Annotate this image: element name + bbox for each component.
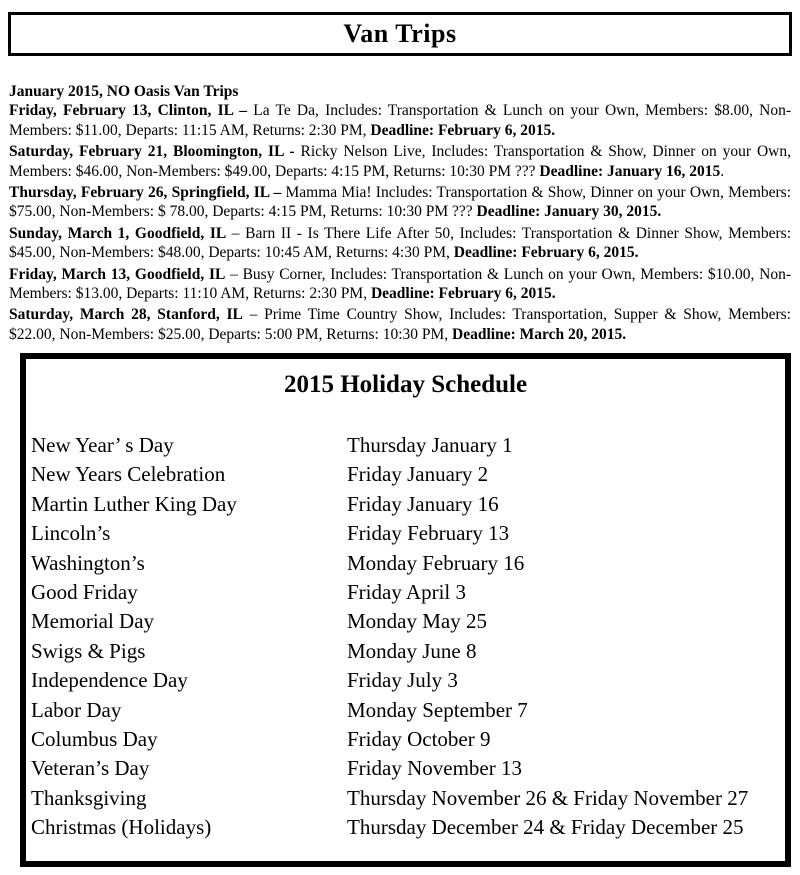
holiday-name: New Years Celebration — [31, 462, 226, 487]
trip-text: Mamma Mia! Includes: Transportation & Show, Dinner on your Own, Members: $75.00, Non-Members: $ 78.00, Departs: 4:15 PM, Returns: 10:30 PM ??? — [9, 184, 792, 221]
trip-text-bold: Deadline: February 6, 2015. — [453, 244, 639, 262]
holiday-name: Independence Day — [31, 668, 188, 693]
holiday-name: Washington’s — [31, 550, 145, 575]
holiday-date: Friday November 13 — [347, 756, 522, 781]
holiday-date: Friday July 3 — [347, 668, 458, 693]
trip-text-bold: Friday, March 13, Goodfield, IL — [9, 265, 226, 283]
holiday-name: Thanksgiving — [31, 785, 147, 810]
holiday-name: Lincoln’s — [31, 521, 111, 546]
holiday-row — [31, 637, 785, 666]
trip-text-bold: Deadline: February 6, 2015. — [370, 285, 556, 303]
holiday-row — [31, 784, 785, 813]
holiday-schedule-box — [20, 353, 791, 867]
intro-line: January 2015, NO Oasis Van Trips — [9, 83, 239, 100]
holiday-row — [31, 519, 785, 548]
trip-entry — [9, 305, 791, 344]
holiday-name: Good Friday — [31, 580, 138, 605]
holiday-rows — [26, 431, 785, 843]
holiday-name: Columbus Day — [31, 727, 158, 752]
document-title-box — [8, 12, 792, 56]
holiday-row — [31, 431, 785, 460]
trip-text-bold: Friday, February 13, Clinton, IL – — [9, 102, 248, 120]
trip-text-bold: Deadline: January 16, 2015 — [539, 162, 721, 180]
holiday-date: Thursday November 26 & Friday November 27 — [347, 785, 749, 810]
holiday-row — [31, 813, 785, 842]
holiday-row — [31, 725, 785, 754]
page-title: Van Trips — [343, 19, 457, 48]
trip-text-bold: Deadline: January 30, 2015. — [476, 203, 662, 221]
trip-text-bold: Deadline: February 6, 2015. — [370, 121, 556, 139]
holiday-date: Friday April 3 — [347, 580, 466, 605]
holiday-name: Christmas (Holidays) — [31, 815, 212, 840]
holiday-date: Friday January 2 — [347, 462, 489, 487]
holiday-name: Memorial Day — [31, 609, 155, 634]
trip-text-bold: Deadline: March 20, 2015. — [452, 325, 627, 343]
trip-text-bold: Sunday, March 1, Goodfield, IL — [9, 224, 227, 242]
holiday-date: Thursday December 24 & Friday December 25 — [347, 815, 744, 840]
trip-entry — [9, 142, 791, 181]
trip-text: Ricky Nelson Live, Includes: Transportation & Show, Dinner on your Own, Members: $46.00, Non-Members: $49.00, Departs: 4:15 PM, Returns: 10:30 PM ??? — [9, 143, 791, 180]
trip-list — [9, 101, 791, 344]
holiday-row — [31, 754, 785, 783]
holiday-date: Monday June 8 — [347, 638, 477, 663]
trip-text-bold: Thursday, February 26, Springfield, IL – — [9, 184, 282, 202]
trip-text: La Te Da, Includes: Transportation & Lunch on your Own, Members: $8.00, Non-Members: $11.00, Departs: 11:15 AM, Returns: 2:30 PM, — [9, 102, 791, 139]
holiday-row — [31, 696, 785, 725]
holiday-name: Veteran’s Day — [31, 756, 150, 781]
holiday-name: Swigs & Pigs — [31, 638, 146, 663]
holiday-date: Friday October 9 — [347, 727, 491, 752]
trip-entry — [9, 265, 791, 304]
holiday-row — [31, 549, 785, 578]
holiday-date: Monday May 25 — [347, 609, 487, 634]
holiday-name: New Year’ s Day — [31, 433, 174, 457]
holiday-row — [31, 490, 785, 519]
van-trips-section — [9, 82, 791, 346]
holiday-row — [31, 666, 785, 695]
trip-text: . — [720, 162, 725, 180]
holiday-name: Martin Luther King Day — [31, 491, 237, 516]
holiday-row — [31, 607, 785, 636]
holiday-date: Thursday January 1 — [347, 433, 513, 457]
trip-text: – Barn II - Is There Life After 50, Includes: Transportation & Dinner Show, Members: $45.00, Non-Members: $48.00, Departs: 10:45 AM, Returns: 4:30 PM, — [9, 224, 791, 262]
trip-entry — [9, 101, 791, 140]
trip-text-bold: Saturday, February 21, Bloomington, IL - — [9, 143, 295, 161]
holiday-row — [31, 460, 785, 489]
trip-text-bold: Saturday, March 28, Stanford, IL — [9, 306, 243, 324]
holiday-row — [31, 578, 785, 607]
holiday-schedule-title: 2015 Holiday Schedule — [283, 371, 528, 398]
holiday-name: Labor Day — [31, 697, 122, 722]
holiday-date: Friday February 13 — [347, 521, 510, 546]
holiday-date: Monday September 7 — [347, 697, 528, 722]
trip-entry — [9, 183, 791, 222]
holiday-date: Monday February 16 — [347, 550, 525, 575]
trip-text: – Prime Time Country Show, Includes: Transportation, Supper & Show, Members: $22.00, Non-Members: $25.00, Departs: 5:00 PM, Returns: 10:30 PM, — [9, 306, 791, 343]
trip-entry — [9, 224, 791, 263]
trip-text: – Busy Corner, Includes: Transportation & Lunch on your Own, Members: $10.00, Non-Members: $13.00, Departs: 11:10 AM, Returns: 2:30 PM, — [9, 265, 791, 303]
holiday-date: Friday January 16 — [347, 491, 499, 516]
